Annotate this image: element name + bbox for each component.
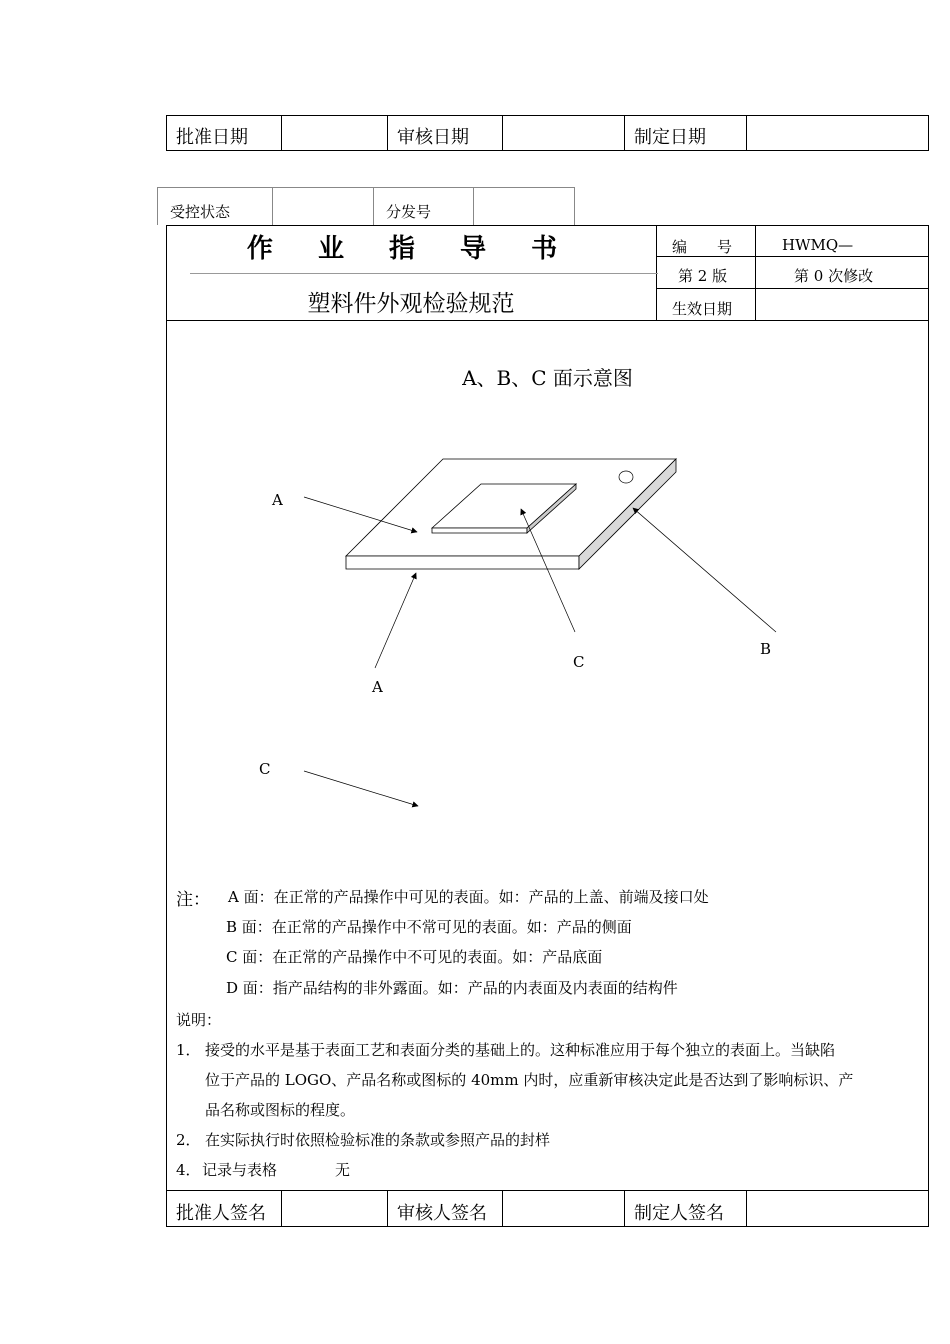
effective-date-label: 生效日期 (672, 300, 733, 318)
note-b: B 面：在正常的产品操作中不常可见的表面。如：产品的侧面 (226, 918, 632, 936)
arrow-a-bottom (375, 573, 416, 668)
label-c-mid: C (573, 653, 585, 671)
diagram-title: A、B、C 面示意图 (462, 366, 633, 390)
approve-date-label: 批准日期 (176, 127, 248, 148)
item1-line1: 接受的水平是基于表面工艺和表面分类的基础上的。这种标准应用于每个独立的表面上。当缺陷 (205, 1041, 836, 1059)
document-title: 作 业 指 导 书 (246, 234, 576, 264)
number-value: HWMQ— (782, 236, 854, 254)
item4-value: 无 (335, 1161, 351, 1179)
item1-number: 1． (176, 1041, 201, 1059)
controlled-status-label: 受控状态 (170, 203, 231, 221)
arrow-c-left (304, 771, 418, 806)
item4-label: 记录与表格 (202, 1161, 278, 1179)
item2-text: 在实际执行时依照检验标准的条款或参照产品的封样 (205, 1131, 551, 1149)
item4-number: 4． (176, 1161, 201, 1179)
reviewer-signature-label: 审核人签名 (397, 1203, 487, 1224)
distribution-no-label: 分发号 (386, 203, 432, 221)
number-label: 编 号 (672, 238, 733, 256)
arrow-b (633, 508, 776, 632)
note-d: D 面：指产品结构的非外露面。如：产品的内表面及内表面的结构件 (226, 979, 678, 997)
document-subtitle: 塑料件外观检验规范 (307, 291, 515, 317)
notes-prefix: 注： (176, 890, 210, 910)
create-date-label: 制定日期 (634, 127, 706, 148)
item1-line2: 位于产品的 LOGO、产品名称或图标的 40mm 内时，应重新审核决定此是否达到了影响标识、产 (205, 1071, 854, 1089)
review-date-label: 审核日期 (397, 127, 469, 148)
creator-signature-label: 制定人签名 (634, 1203, 724, 1224)
item1-line3: 品名称或图标的程度。 (205, 1101, 356, 1119)
approver-signature-label: 批准人签名 (176, 1203, 266, 1224)
item2-number: 2． (176, 1131, 201, 1149)
explanation-heading: 说明： (176, 1011, 222, 1029)
edition-label: 第 2 版 (678, 267, 728, 285)
note-a: A 面：在正常的产品操作中可见的表面。如：产品的上盖、前端及接口处 (228, 888, 709, 906)
note-c: C 面：在正常的产品操作中不可见的表面。如：产品底面 (226, 948, 603, 966)
label-a-top: A (272, 491, 283, 509)
hole-icon (619, 471, 633, 483)
label-c-left: C (259, 760, 271, 778)
label-b: B (760, 640, 772, 658)
label-a-bottom: A (372, 678, 383, 696)
revision-label: 第 0 次修改 (794, 267, 874, 285)
